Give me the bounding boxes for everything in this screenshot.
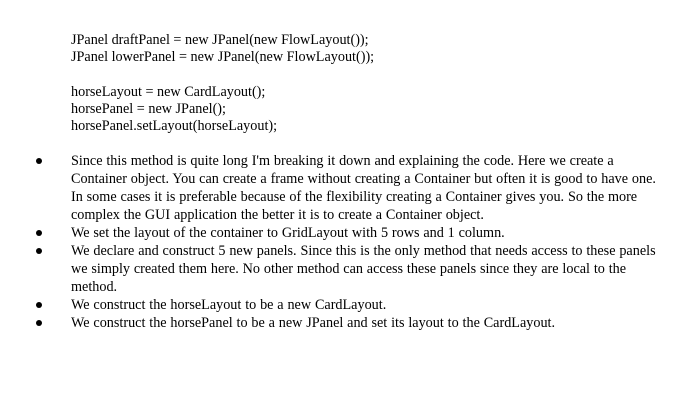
bullet-dot-icon (36, 248, 42, 254)
bullet-text: Since this method is quite long I'm breaking it down and explaining the code. Here we create a Container object. You can create a frame without creating a Container but often it is good to have one. In some cases it is preferable because of the flexibility creating a Container gives you. So the more complex the GUI application the better it is to create a Container object. (71, 153, 656, 223)
bullet-item (71, 296, 661, 314)
bullet-dot-icon (36, 158, 42, 164)
code-line-horse-panel: horsePanel = new JPanel(); (71, 101, 226, 117)
bullet-item (71, 242, 661, 296)
bullet-text: We construct the horseLayout to be a new CardLayout. (71, 297, 387, 313)
code-line-horse-layout: horseLayout = new CardLayout(); (71, 84, 266, 100)
bullet-item (71, 314, 661, 332)
code-line-draft-panel: JPanel draftPanel = new JPanel(new FlowLayout()); (71, 32, 369, 48)
bullet-dot-icon (36, 320, 42, 326)
explanation-bullet-list (0, 152, 676, 332)
bullet-dot-icon (36, 302, 42, 308)
bullet-dot-icon (36, 230, 42, 236)
bullet-item (71, 224, 661, 242)
bullet-text: We declare and construct 5 new panels. Since this is the only method that needs access to these panels we simply created them here. No other method can access these panels since they are local to the method. (71, 243, 656, 295)
bullet-text: We construct the horsePanel to be a new JPanel and set its layout to the CardLayout. (71, 315, 556, 331)
bullet-item (71, 152, 661, 224)
code-line-set-layout: horsePanel.setLayout(horseLayout); (71, 118, 278, 134)
code-line-lower-panel: JPanel lowerPanel = new JPanel(new FlowLayout()); (71, 49, 375, 65)
bullet-text: We set the layout of the container to GridLayout with 5 rows and 1 column. (71, 225, 505, 241)
